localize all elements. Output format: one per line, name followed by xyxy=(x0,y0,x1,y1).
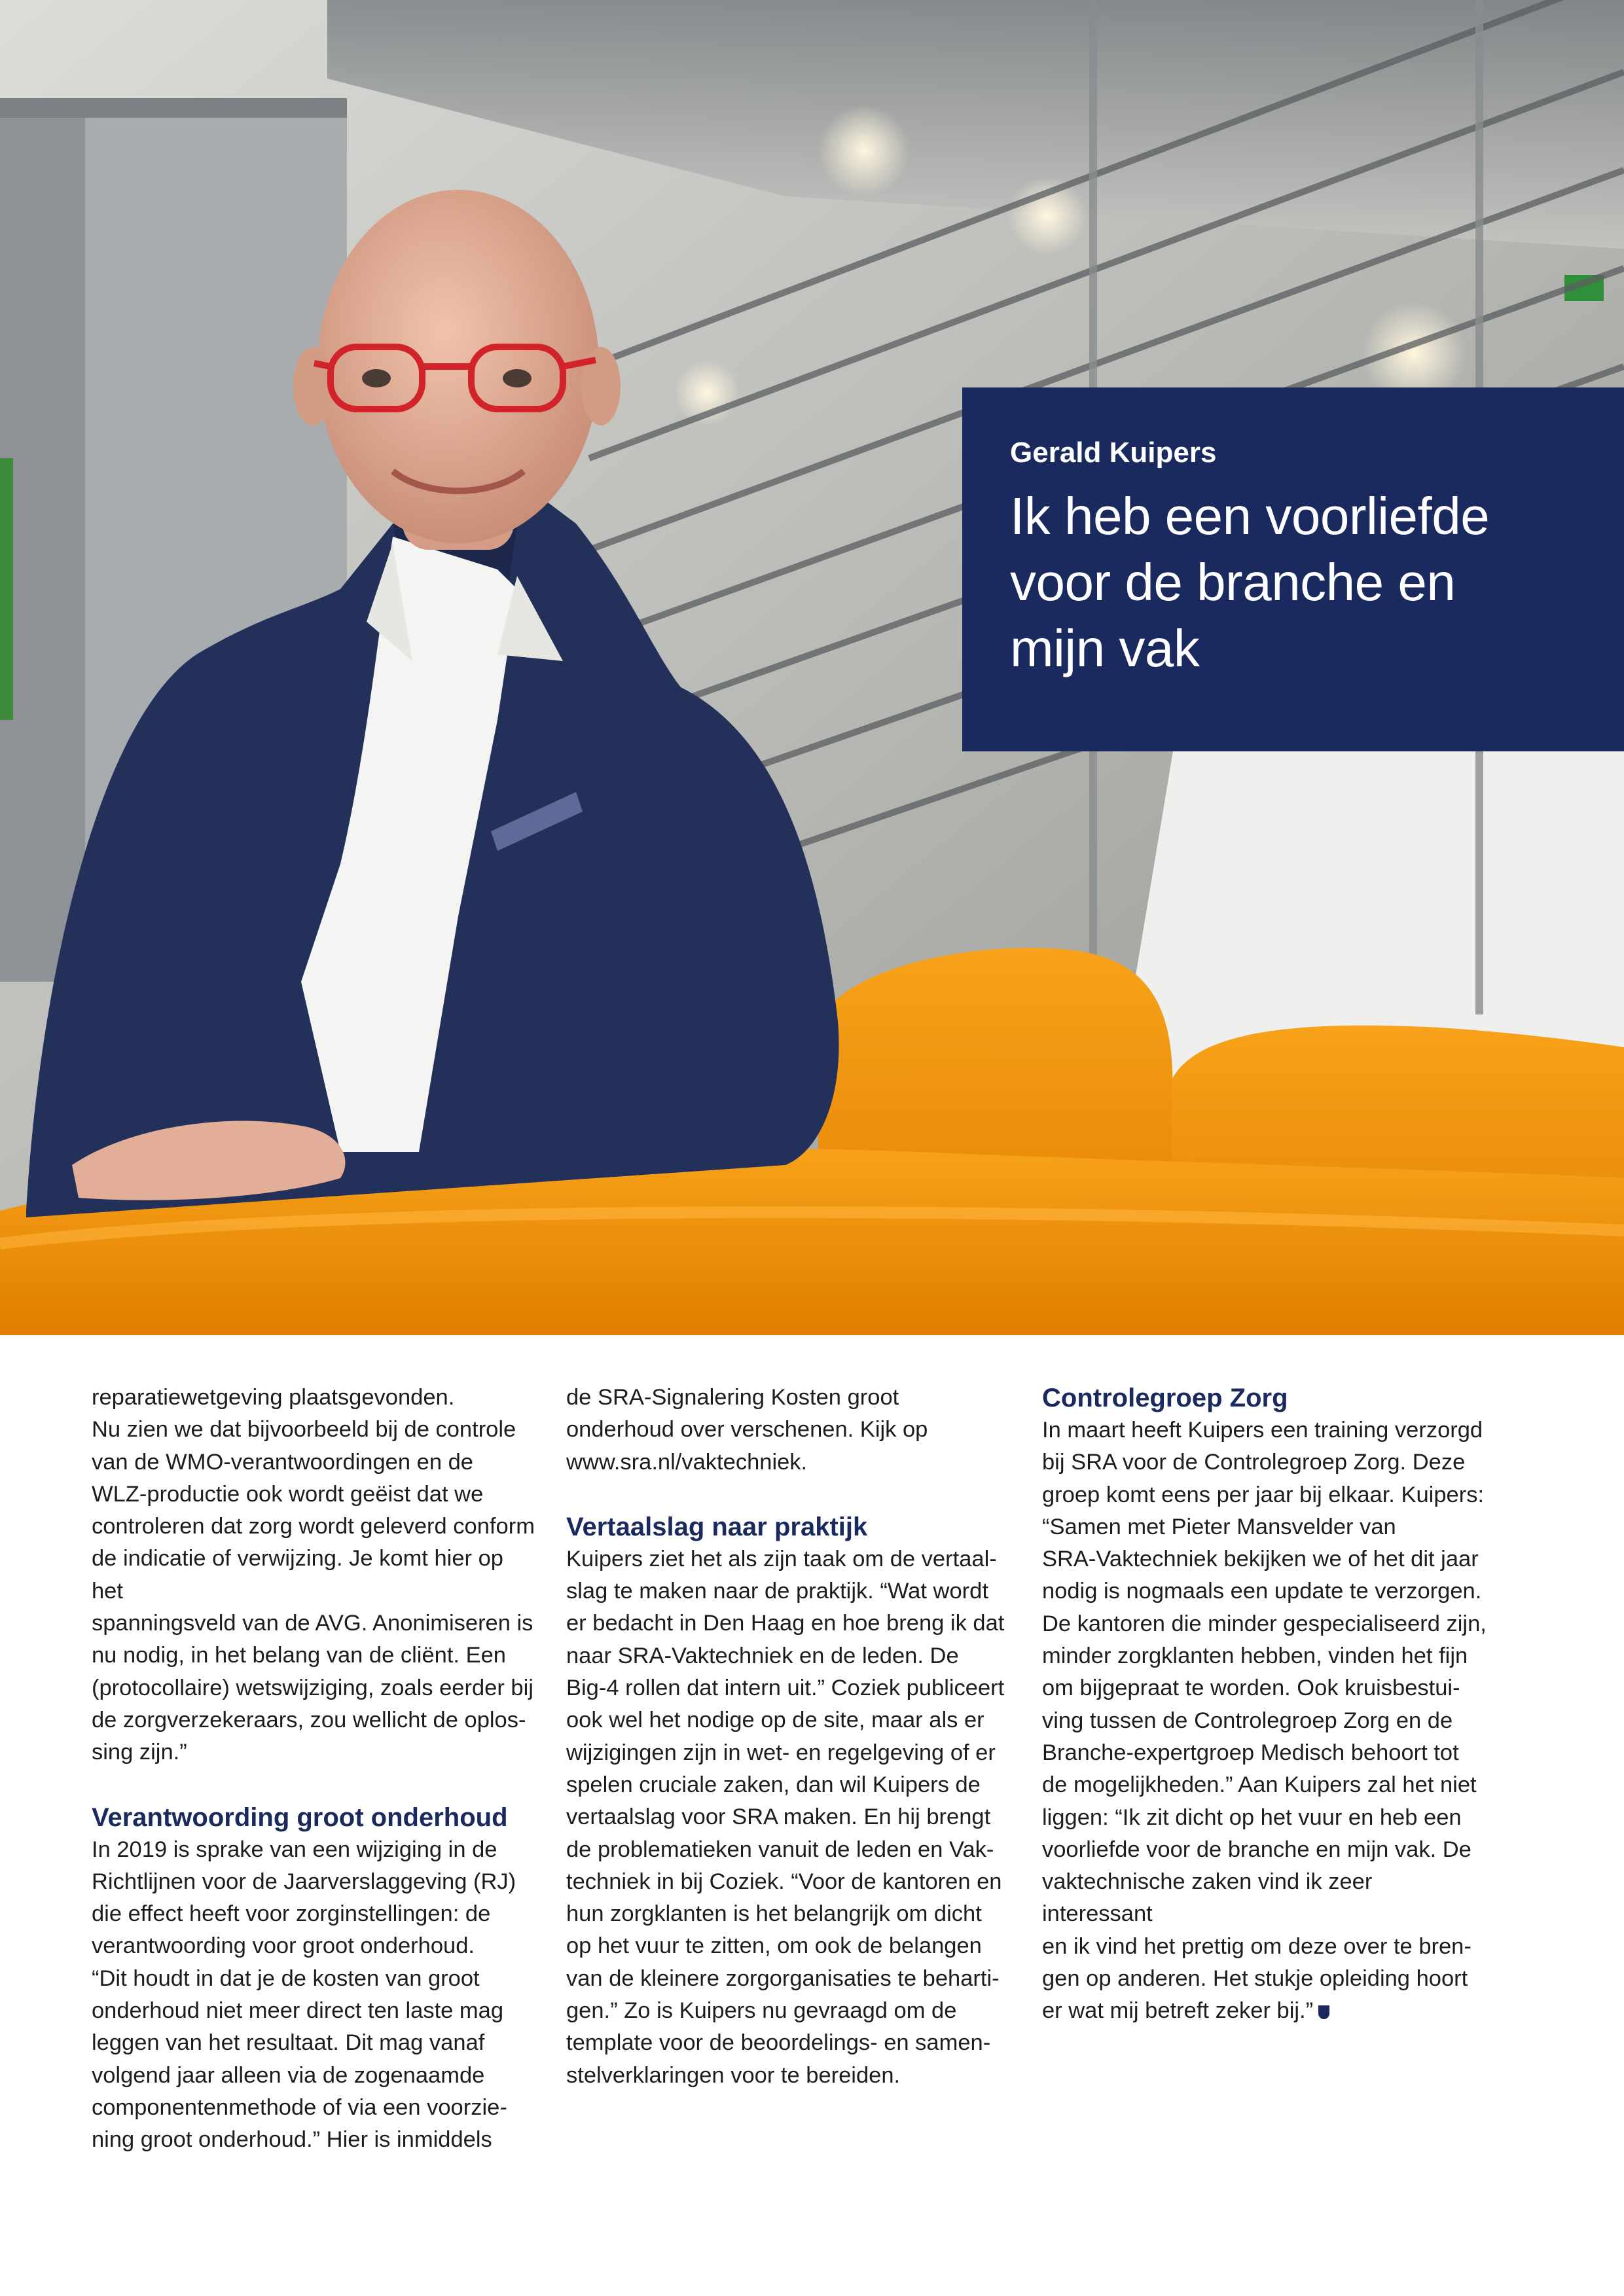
body-line: wijzigingen zijn in wet- en regelgeving of er xyxy=(566,1740,996,1765)
headline-line: Ik heb een voorliefde xyxy=(1010,487,1490,545)
body-line: Richtlijnen voor de Jaarverslaggeving (RJ) xyxy=(92,1869,516,1894)
body-line: Nu zien we dat bijvoorbeeld bij de controle xyxy=(92,1417,516,1443)
body-line: gen op anderen. Het stukje opleiding hoort xyxy=(1042,1966,1468,1992)
body-line: gen.” Zo is Kuipers nu gevraagd om de xyxy=(566,1998,957,2024)
body-line: De kantoren die minder gespecialiseerd zijn, xyxy=(1042,1611,1487,1636)
body-line: nodig is nogmaals een update te verzorgen. xyxy=(1042,1579,1482,1604)
body-line: componentenmethode of via een voorzie- xyxy=(92,2094,507,2120)
title-box xyxy=(962,387,1624,751)
section-heading: Controlegroep Zorg xyxy=(1042,1384,1288,1412)
body-line xyxy=(1042,1995,1487,2027)
body-line: “Dit houdt in dat je de kosten van groot xyxy=(92,1965,480,1991)
body-line: Branche-expertgroep Medisch behoort tot xyxy=(1042,1740,1459,1765)
body-line: nu nodig, in het belang van de cliënt. Een xyxy=(92,1643,506,1668)
body-line: Kuipers ziet het als zijn taak om de vertaal- xyxy=(566,1546,997,1571)
headline-line: voor de branche en xyxy=(1010,553,1456,611)
body-line: www.sra.nl/vaktechniek. xyxy=(566,1449,808,1475)
body-line: en ik vind het prettig om deze over te bren- xyxy=(1042,1933,1471,1959)
body-line: die effect heeft voor zorginstellingen: de xyxy=(92,1901,491,1927)
body-line: WLZ-productie ook wordt geëist dat we xyxy=(92,1481,484,1507)
body-line: bij SRA voor de Controlegroep Zorg. Deze xyxy=(1042,1450,1466,1475)
end-of-article-icon xyxy=(1318,2005,1329,2019)
body-line: SRA-Vaktechniek bekijken we of het dit jaar xyxy=(1042,1547,1479,1572)
body-line: voorliefde voor de branche en mijn vak. De xyxy=(1042,1837,1471,1862)
body-line: (protocollaire) wetswijziging, zoals eerder bij xyxy=(92,1675,533,1700)
body-line: spelen cruciale zaken, dan wil Kuipers de xyxy=(566,1772,981,1797)
body-line: de indicatie of verwijzing. Je komt hier op het xyxy=(92,1546,503,1604)
body-line: van de kleinere zorgorganisaties te beharti- xyxy=(566,1965,1000,1991)
body-line: reparatiewetgeving plaatsgevonden. xyxy=(92,1385,455,1410)
body-line-text: er wat mij betreft zeker bij.” xyxy=(1042,1998,1314,2024)
body-line: op het vuur te zitten, om ook de belangen xyxy=(566,1933,982,1959)
body-line: In 2019 is sprake van een wijziging in de xyxy=(92,1837,497,1862)
body-line: ook wel het nodige op de site, maar als er xyxy=(566,1708,984,1733)
headline-line: mijn vak xyxy=(1010,619,1200,677)
body-line: “Samen met Pieter Mansvelder van xyxy=(1042,1514,1396,1539)
body-line: om bijgepraat te worden. Ook kruisbestui- xyxy=(1042,1676,1460,1701)
body-line: techniek in bij Coziek. “Voor de kantoren en xyxy=(566,1869,1002,1894)
body-line: de problematieken vanuit de leden en Vak- xyxy=(566,1837,994,1862)
body-line: liggen: “Ik zit dicht op het vuur en heb een xyxy=(1042,1804,1462,1830)
section-heading: Vertaalslag naar praktijk xyxy=(566,1512,868,1541)
body-line: groep komt eens per jaar bij elkaar. Kuipers: xyxy=(1042,1482,1485,1507)
text-column-2 xyxy=(566,1382,1011,2092)
body-line: vaktechnische zaken vind ik zeer interessant xyxy=(1042,1869,1373,1927)
person-name: Gerald Kuipers xyxy=(1010,437,1217,469)
body-line: onderhoud over verschenen. Kijk op xyxy=(566,1417,928,1443)
body-line: naar SRA-Vaktechniek en de leden. De xyxy=(566,1643,959,1668)
body-line: verantwoording voor groot onderhoud. xyxy=(92,1933,475,1959)
body-line: minder zorgklanten hebben, vinden het fijn xyxy=(1042,1643,1468,1669)
body-line: ving tussen de Controlegroep Zorg en de xyxy=(1042,1708,1453,1733)
body-line: stelverklaringen voor te bereiden. xyxy=(566,2062,901,2088)
body-line: de zorgverzekeraars, zou wellicht de oplos- xyxy=(92,1707,526,1732)
body-line: Big-4 rollen dat intern uit.” Coziek publiceert xyxy=(566,1676,1005,1701)
body-line: de mogelijkheden.” Aan Kuipers zal het niet xyxy=(1042,1772,1477,1798)
body-line: spanningsveld van de AVG. Anonimiseren is xyxy=(92,1611,533,1636)
body-line: leggen van het resultaat. Dit mag vanaf xyxy=(92,2030,485,2056)
body-line: vertaalslag voor SRA maken. En hij brengt xyxy=(566,1804,991,1830)
headline xyxy=(1010,483,1585,681)
body-line: de SRA-Signalering Kosten groot xyxy=(566,1385,899,1410)
text-column-1 xyxy=(92,1382,537,2157)
body-line: er bedacht in Den Haag en hoe breng ik dat xyxy=(566,1611,1005,1636)
body-line: template voor de beoordelings- en samen- xyxy=(566,2030,991,2056)
body-line: volgend jaar alleen via de zogenaamde xyxy=(92,2062,485,2088)
body-line: onderhoud niet meer direct ten laste mag xyxy=(92,1998,504,2024)
body-line: van de WMO-verantwoordingen en de xyxy=(92,1449,473,1475)
body-line: slag te maken naar de praktijk. “Wat wordt xyxy=(566,1579,988,1604)
body-line: In maart heeft Kuipers een training verzorgd xyxy=(1042,1418,1483,1443)
body-line: sing zijn.” xyxy=(92,1740,187,1765)
section-heading: Verantwoording groot onderhoud xyxy=(92,1803,508,1832)
body-line: ning groot onderhoud.” Hier is inmiddels xyxy=(92,2127,492,2153)
body-line: controleren dat zorg wordt geleverd conform xyxy=(92,1514,535,1539)
text-column-3 xyxy=(1042,1382,1487,2028)
body-line: hun zorgklanten is het belangrijk om dicht xyxy=(566,1901,982,1927)
